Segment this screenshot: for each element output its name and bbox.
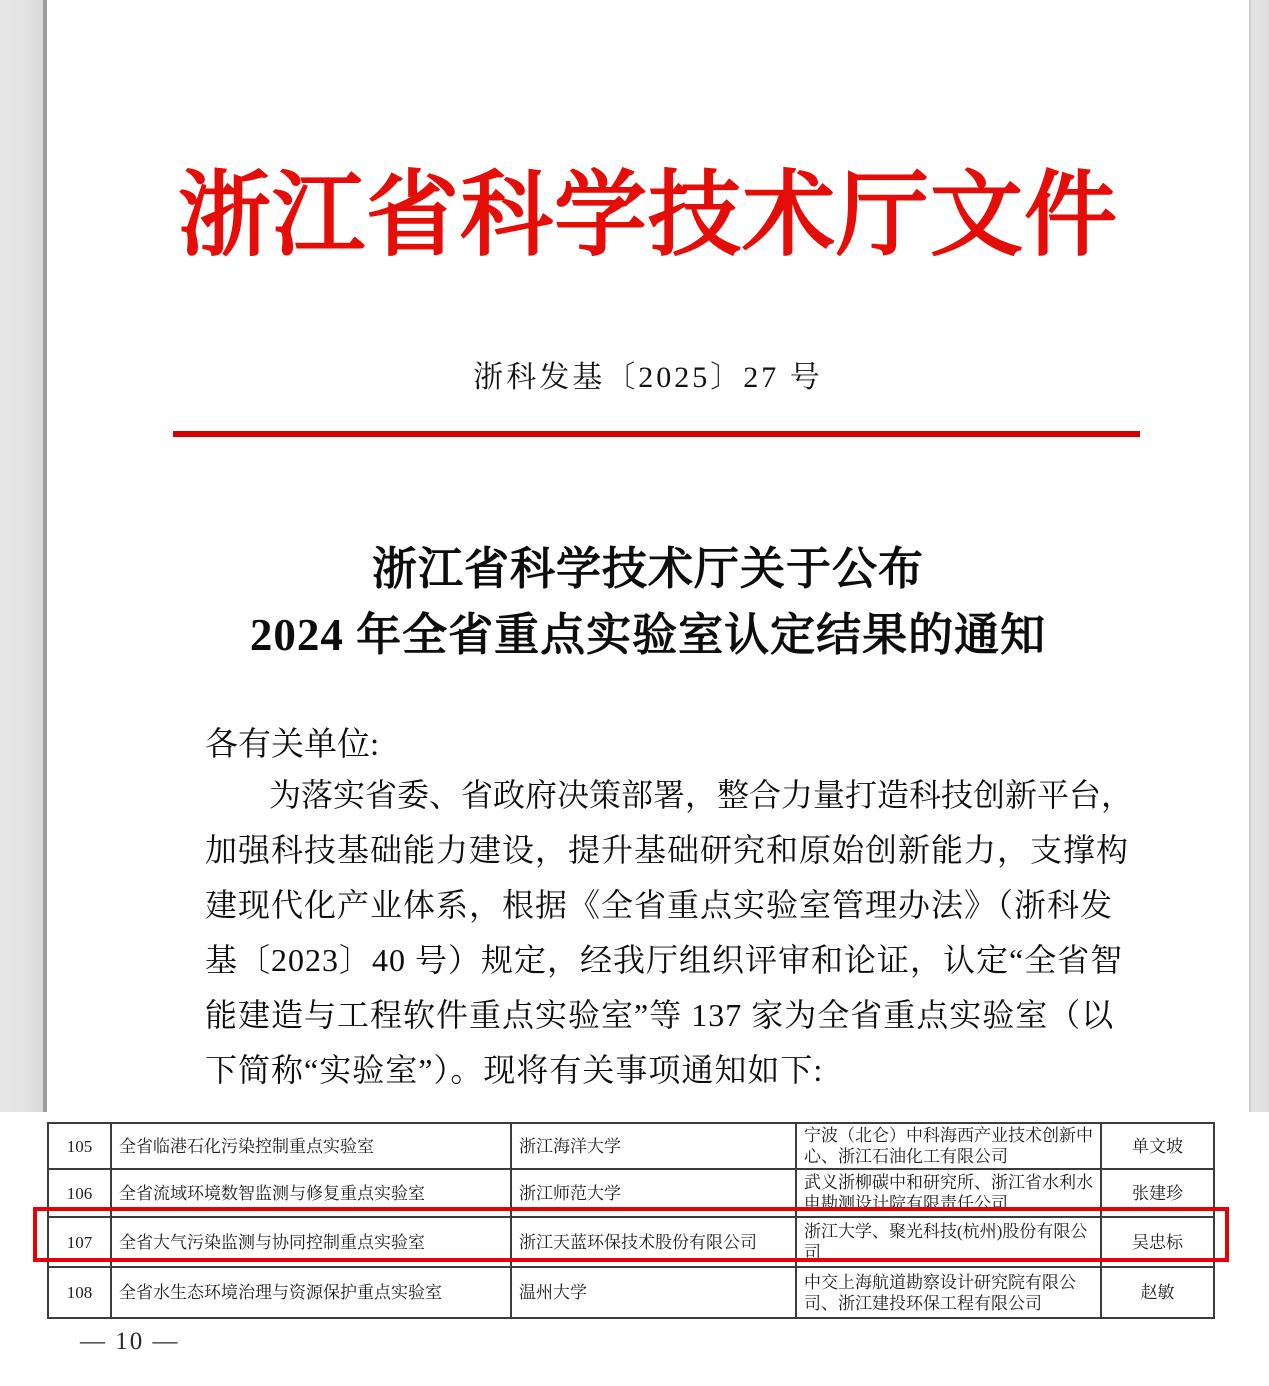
partner-org-cell: 武义浙柳碳中和研究所、浙江省水利水电勘测设计院有限责任公司 [796, 1169, 1101, 1217]
row-number-cell: 107 [48, 1217, 111, 1267]
row-number-cell: 108 [48, 1267, 111, 1318]
salutation: 各有关单位: [205, 727, 380, 763]
page-number: — 10 — [80, 1328, 180, 1355]
body-line: 加强科技基础能力建设，提升基础研究和原始创新能力，支撑构 [205, 832, 1130, 868]
host-org-cell: 浙江海洋大学 [511, 1123, 796, 1169]
body-line: 基〔2023〕40 号）规定，经我厅组织评审和论证，认定“全省智 [205, 942, 1124, 978]
partner-org-cell: 浙江大学、聚光科技(杭州)股份有限公司 [796, 1217, 1101, 1267]
body-line: 下简称“实验室”）。现将有关事项通知如下: [205, 1052, 824, 1088]
row-107-highlight-box [33, 1207, 1229, 1262]
notice-title-line1: 浙江省科学技术厅关于公布 [371, 544, 924, 594]
lab-name-cell: 全省临港石化污染控制重点实验室 [111, 1123, 511, 1169]
lab-name-cell: 全省水生态环境治理与资源保护重点实验室 [111, 1267, 511, 1318]
partner-org-cell: 宁波（北仑）中科海西产业技术创新中心、浙江石油化工有限公司 [796, 1123, 1101, 1169]
lab-name-cell: 全省大气污染监测与协同控制重点实验室 [111, 1217, 511, 1267]
director-cell: 赵敏 [1101, 1267, 1214, 1318]
director-cell: 单文坡 [1101, 1123, 1214, 1169]
body-paragraph [205, 768, 1137, 1098]
host-org-cell: 浙江天蓝环保技术股份有限公司 [511, 1217, 796, 1267]
notice-title-line2: 2024 年全省重点实验室认定结果的通知 [249, 610, 1047, 660]
host-org-cell: 浙江师范大学 [511, 1169, 796, 1217]
partner-org-cell: 中交上海航道勘察设计研究院有限公司、浙江建投环保工程有限公司 [796, 1267, 1101, 1318]
row-number-cell: 105 [48, 1123, 111, 1169]
host-org-cell: 温州大学 [511, 1267, 796, 1318]
body-line: 能建造与工程软件重点实验室”等 137 家为全省重点实验室（以 [205, 997, 1115, 1033]
table-row [48, 1267, 1214, 1318]
director-cell: 吴忠标 [1101, 1217, 1214, 1267]
scan-margin-right [1249, 0, 1269, 1112]
red-divider-rule [173, 431, 1140, 437]
body-line: 为落实省委、省政府决策部署，整合力量打造科技创新平台， [269, 777, 1134, 813]
body-line: 建现代化产业体系，根据《全省重点实验室管理办法》（浙科发 [205, 887, 1114, 923]
document-number: 浙科发基〔2025〕27 号 [473, 361, 823, 394]
lab-name-cell: 全省流域环境数智监测与修复重点实验室 [111, 1169, 511, 1217]
scan-margin-left [0, 0, 47, 1112]
agency-banner-title: 浙江省科学技术厅文件 [178, 165, 1118, 268]
director-cell: 张建珍 [1101, 1169, 1214, 1217]
table-row [48, 1123, 1214, 1169]
row-number-cell: 106 [48, 1169, 111, 1217]
